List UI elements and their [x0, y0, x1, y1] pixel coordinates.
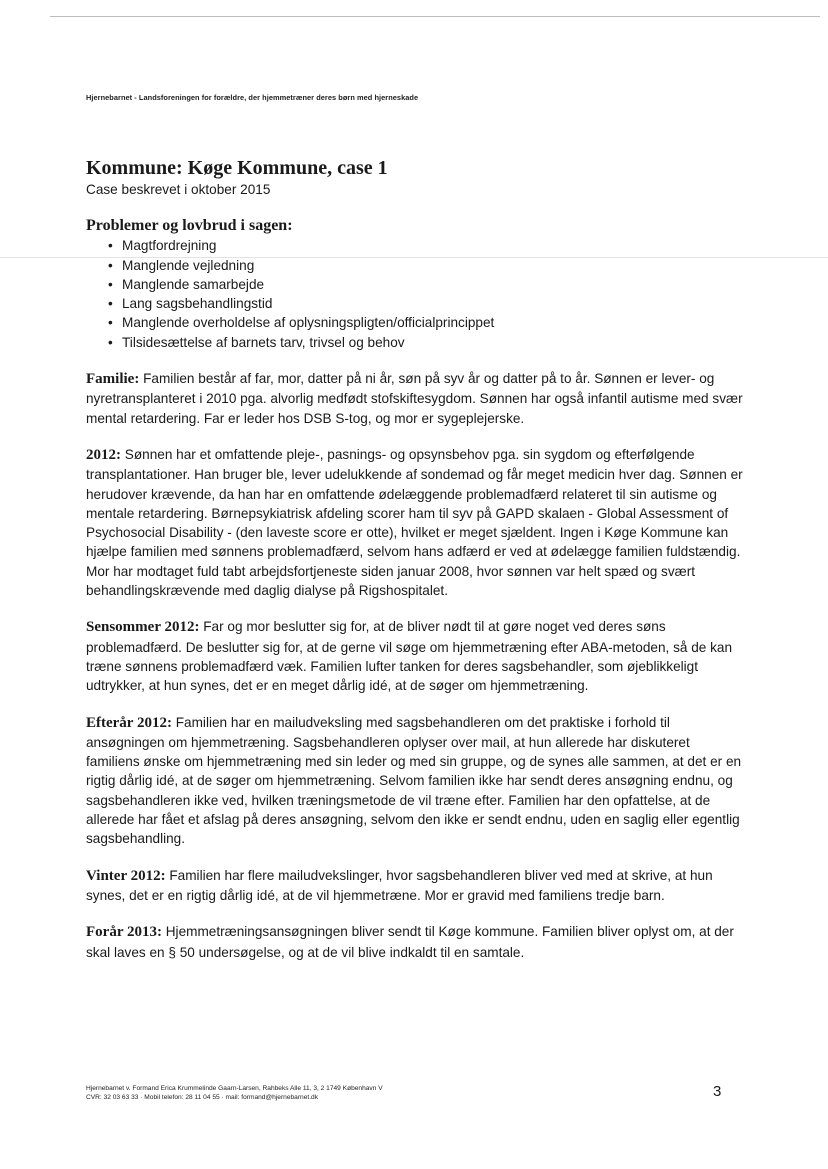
- section-text: Familien har flere mailudvekslinger, hvor sagsbehandleren bliver ved med at skrive, at hun synes, det er en rigtig dårlig idé, at de vil hjemmetræne. Mor er gravid med familiens tredje barn.: [86, 867, 713, 903]
- problems-list: [86, 236, 746, 352]
- bullet-icon: •: [108, 238, 113, 254]
- page-number: 3: [713, 1083, 722, 1100]
- section-lead: Sensommer 2012:: [86, 619, 200, 636]
- section-lead: Vinter 2012:: [86, 867, 166, 884]
- problem-item-text: Manglende overholdelse af oplysningspligten/officialprincippet: [122, 315, 495, 331]
- problem-item: [108, 313, 746, 332]
- problem-item: [108, 275, 746, 294]
- bullet-icon: •: [108, 257, 113, 273]
- problem-item-text: Tilsidesættelse af barnets tarv, trivsel og behov: [122, 334, 405, 350]
- section-text: Sønnen har et omfattende pleje-, pasnings- og opsynsbehov pga. sin sygdom og efterfølgende transplantationer. Han bruger ble, lever udelukkende af sondemad og får meget medicin hver dag. Sønnen er herudover krævende, da han har en omfattende ødelæggende problemadfærd relateret til sin autisme og mentale retardering. Børnepsykiatrisk afdeling scorer ham til syv på GAPD skalaen - Global Assessment of Psychosocial Disability - (den laveste score er otte), hvilket er meget sjældent. Ingen i Køge Kommune kan hjælpe familien med sønnens problemadfærd, selvom hans adfærd er ved at ødelægge familien fuldstændig. Mor har modtaget fuld tabt arbejdsfortjeneste siden januar 2008, hvor sønnen var helt spæd og svært behandlingskrævende med daglig dialyse på Rigshospitalet.: [86, 446, 743, 599]
- organization-header: Hjernebarnet - Landsforeningen for forældre, der hjemmetræner deres børn med hjerneskade: [86, 93, 419, 102]
- bullet-icon: •: [108, 334, 113, 350]
- footer-address: [86, 1084, 383, 1102]
- problem-item-text: Manglende samarbejde: [122, 276, 265, 292]
- bullet-icon: •: [108, 276, 113, 292]
- section-lead: 2012:: [86, 446, 121, 463]
- problem-item: [108, 333, 746, 352]
- section-lead: Efterår 2012:: [86, 714, 172, 731]
- document-body: [86, 156, 746, 962]
- document-subtitle: Case beskrevet i oktober 2015: [86, 182, 271, 197]
- footer-address-line: Hjernebarnet v. Formand Erica Krummelinde Gaarn-Larsen, Rahbeks Alle 11, 3, 2 1749 København V: [86, 1085, 383, 1092]
- problem-item: [108, 256, 746, 275]
- section-spring-2013: [86, 922, 746, 962]
- scan-edge-line: [50, 16, 820, 17]
- section-text: Far og mor beslutter sig for, at de bliver nødt til at gøre noget ved deres søns problemadfærd. De beslutter sig for, at de gerne vil søge om hjemmetræning efter ABA-metoden, så de kan træne sønnens problemadfærd væk. Familien lufter tanken for deres sagsbehandler, som øjeblikkeligt udtrykker, at hun synes, det er en meget dårlig idé, at de søger om hjemmetræning.: [86, 619, 733, 694]
- section-2012: [86, 445, 746, 600]
- section-text: Hjemmetræningsansøgningen bliver sendt til Køge kommune. Familien bliver oplyst om, at der skal laves en § 50 undersøgelse, og at de vil blive indkaldt til en samtale.: [86, 924, 734, 960]
- problem-item-text: Magtfordrejning: [122, 238, 217, 254]
- section-lead: Forår 2013:: [86, 924, 162, 941]
- section-lead: Familie:: [86, 371, 140, 388]
- bullet-icon: •: [108, 296, 113, 312]
- problem-item-text: Lang sagsbehandlingstid: [122, 296, 273, 312]
- section-late-summer-2012: [86, 617, 746, 695]
- document-title: Kommune: Køge Kommune, case 1: [86, 157, 388, 179]
- problem-item: [108, 294, 746, 313]
- problems-heading: Problemer og lovbrud i sagen:: [86, 217, 293, 235]
- footer-contact-line: CVR: 32 03 63 33 · Mobil telefon: 28 11 04 55 · mail: formand@hjernebarnet.dk: [86, 1094, 318, 1102]
- bullet-icon: •: [108, 315, 113, 331]
- section-family: [86, 369, 746, 428]
- section-text: Familien har en mailudveksling med sagsbehandleren om det praktiske i forhold til ansøgningen om hjemmetræning. Sagsbehandleren oplyser over mail, at hun allerede har diskuteret familiens ønske om hjemmetræning med sin leder og med sin gruppe, og de synes alle sammen, at det er en rigtig dårlig idé, at de søger om hjemmetræning. Selvom familien ikke har sendt deres ansøgning endnu, og sagsbehandleren ikke ved, hvilken træningsmetode de vil træne efter. Familien har den opfattelse, at de allerede har fået et afslag på deres ansøgning, selvom den ikke er sendt endnu, uden en saglig eller egentlig sagsbehandling.: [86, 714, 742, 847]
- problem-item: [108, 236, 746, 255]
- section-autumn-2012: [86, 713, 746, 849]
- section-winter-2012: [86, 866, 746, 906]
- section-text: Familien består af far, mor, datter på ni år, søn på syv år og datter på to år. Sønnen er lever- og nyretransplanteret i 2010 pga. alvorlig medfødt stofskiftesygdom. Sønnen har også infantil autisme med svær mental retardering. Far er leder hos DSB S-tog, og mor er sygeplejerske.: [86, 371, 743, 426]
- problem-item-text: Manglende vejledning: [122, 257, 255, 273]
